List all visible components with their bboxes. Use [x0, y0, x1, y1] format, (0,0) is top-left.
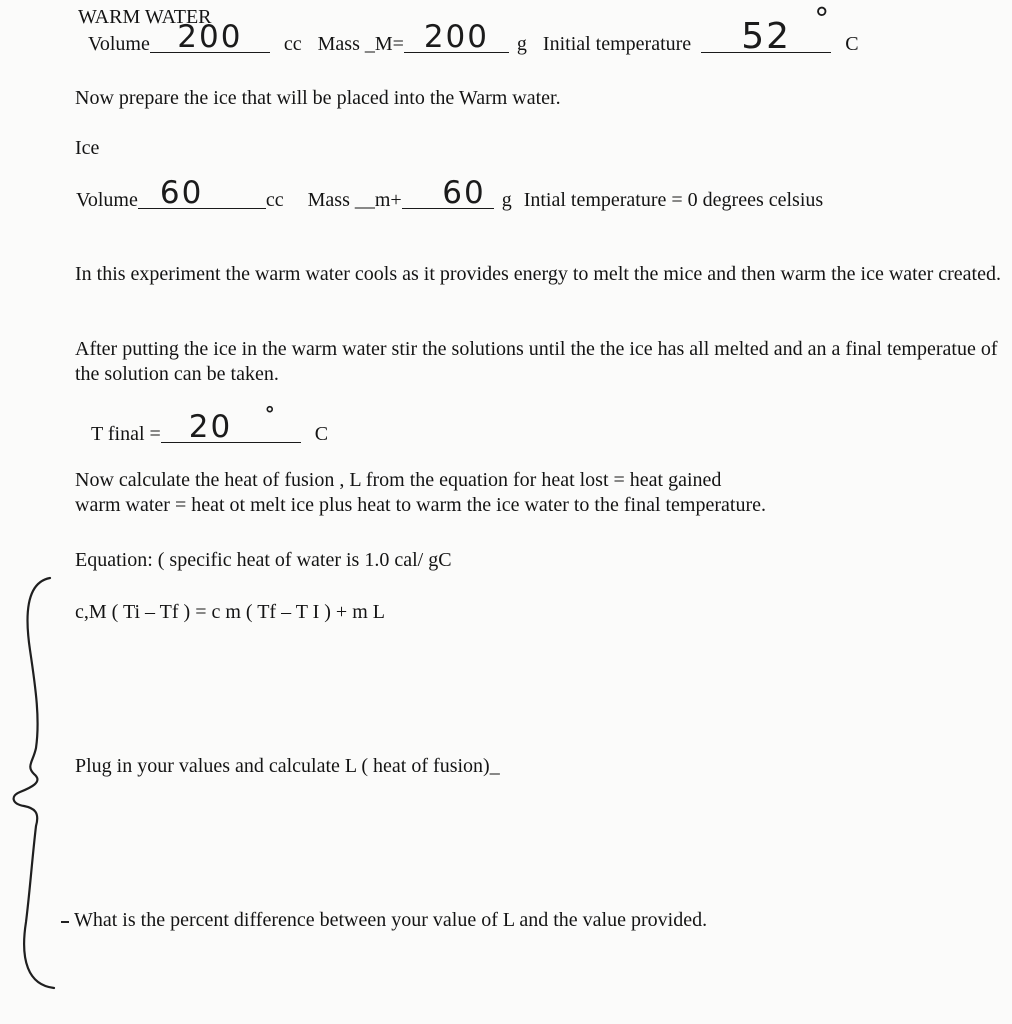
t-final-unit: C — [314, 423, 329, 445]
warm-water-temp-label: Initial temperature — [542, 33, 692, 55]
warm-water-volume-unit: cc — [283, 33, 302, 55]
experiment-paragraph: In this experiment the warm water cools as it provides energy to melt the mice and then warm the ice water created. — [75, 263, 1001, 285]
warm-water-temp-unit: C — [845, 33, 859, 55]
ice-temp-text: Intial temperature = 0 degrees celsius — [523, 189, 824, 211]
t-final-degree: ° — [264, 402, 275, 426]
warm-water-mass-value: 200 — [423, 19, 489, 55]
warm-water-mass-unit: g — [516, 33, 527, 55]
percent-difference-question: What is the percent difference between your value of L and the value provided. — [74, 909, 708, 931]
t-final-row — [91, 402, 329, 446]
ice-volume-value: 60 — [159, 175, 204, 211]
warm-water-volume-field[interactable] — [150, 19, 270, 55]
ice-heading: Ice — [75, 137, 100, 159]
ice-volume-unit: cc — [265, 189, 284, 211]
ice-mass-field[interactable] — [402, 175, 494, 211]
ice-volume-label: Volume — [76, 189, 138, 211]
ice-mass-label: Mass __m+ — [307, 189, 402, 211]
t-final-field[interactable] — [161, 402, 301, 445]
warm-water-heading: WARM WATER — [78, 6, 212, 28]
stir-paragraph: After putting the ice in the warm water stir the solutions until the the ice has all melted and an a final temperatue of the solution can be taken. — [75, 338, 998, 385]
t-final-value: 20 — [188, 409, 233, 445]
equation-label: Equation: ( specific heat of water is 1.0 cal/ gC — [75, 549, 452, 571]
ice-volume-field[interactable] — [138, 175, 266, 211]
calc-instruction-line-1: Now calculate the heat of fusion , L from the equation for heat lost = heat gained — [75, 469, 722, 491]
prepare-ice-text: Now prepare the ice that will be placed into the Warm water. — [75, 87, 561, 109]
warm-water-mass-label: Mass _M= — [317, 33, 404, 55]
ice-row — [76, 175, 824, 212]
plug-in-instruction: Plug in your values and calculate L ( heat of fusion)_ — [75, 755, 500, 777]
warm-water-temp-degree: ° — [814, 2, 830, 37]
warm-water-volume-value: 200 — [177, 19, 243, 55]
warm-water-mass-field[interactable] — [404, 19, 509, 55]
handwritten-brace-mark — [0, 560, 70, 1000]
t-final-label: T final = — [91, 423, 161, 445]
warm-water-temp-field[interactable] — [701, 2, 831, 57]
warm-water-temp-value: 52 — [741, 16, 792, 57]
warm-water-volume-label: Volume — [88, 33, 150, 55]
heat-equation: c,M ( Ti – Tf ) = c m ( Tf – T I ) + m L — [75, 601, 385, 623]
ice-mass-value: 60 — [442, 175, 486, 211]
ice-mass-unit: g — [501, 189, 512, 211]
calc-instruction-line-2: warm water = heat ot melt ice plus heat to warm the ice water to the final temperature. — [75, 494, 766, 516]
